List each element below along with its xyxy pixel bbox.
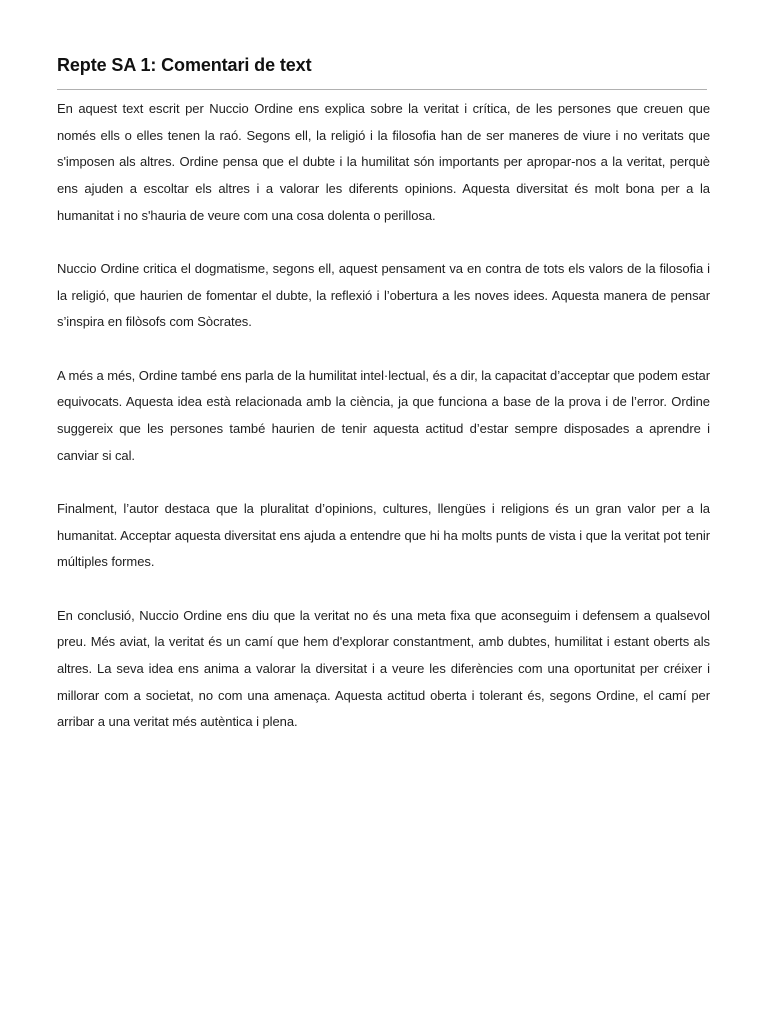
paragraph-5: En conclusió, Nuccio Ordine ens diu que la veritat no és una meta fixa que aconseguim i defensem a qualsevol preu. Més aviat, la veritat és un camí que hem d'explorar constantment, amb dubtes, humilitat i estant oberts als altres. La seva idea ens anima a valorar la diversitat i a veure les diferències com una oportunitat per créixer i millorar com a societat, no com una amenaça. Aquesta actitud oberta i tolerant és, segons Ordine, el camí per arribar a una veritat més autèntica i plena.	[57, 607, 710, 730]
document-title: Repte SA 1: Comentari de text	[57, 55, 312, 75]
paragraph-1: En aquest text escrit per Nuccio Ordine ens explica sobre la veritat i crítica, de les persones que creuen que només ells o elles tenen la raó. Segons ell, la religió i la filosofia han de ser maneres de viure i no veritats que s'imposen als altres. Ordine pensa que el dubte i la humilitat són importants per apropar-nos a la veritat, perquè ens ajuden a escoltar els altres i a valorar les diferents opinions. Aquesta diversitat és molt bona per a la humanitat i no s'hauria de veure com una cosa dolenta o perillosa.	[57, 101, 710, 223]
paragraph-2: Nuccio Ordine critica el dogmatisme, segons ell, aquest pensament va en contra de tots els valors de la filosofia i la religió, que haurien de fomentar el dubte, la reflexió i l’obertura a les noves idees. Aquesta manera de pensar s’inspira en filòsofs com Sòcrates.	[57, 261, 710, 330]
document-page	[57, 52, 710, 763]
paragraph-3: A més a més, Ordine també ens parla de la humilitat intel·lectual, és a dir, la capacitat d’acceptar que podem estar equivocats. Aquesta idea està relacionada amb la ciència, ja que funciona a base de la prova i de l’error. Ordine suggereix que les persones també haurien de tenir aquesta actitud d’estar sempre disposades a aprendre i canviar si cal.	[57, 367, 710, 463]
title-divider	[57, 89, 707, 90]
paragraph-4: Finalment, l’autor destaca que la pluralitat d’opinions, cultures, llengües i religions és un gran valor per a la humanitat. Acceptar aquesta diversitat ens ajuda a entendre que hi ha molts punts de vista i que la veritat pot tenir múltiples formes.	[57, 500, 710, 570]
document-body	[57, 96, 710, 736]
